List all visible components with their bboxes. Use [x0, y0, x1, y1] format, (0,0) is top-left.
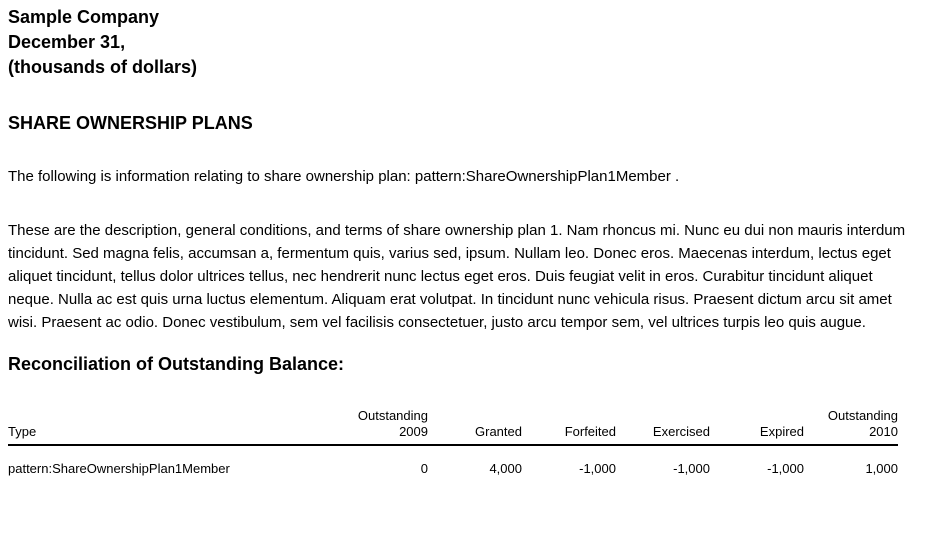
- table-header-row: [8, 408, 898, 445]
- column-header-type: Type: [8, 408, 334, 445]
- column-header-forfeited: Forfeited: [522, 408, 616, 445]
- reconciliation-heading: Reconciliation of Outstanding Balance:: [8, 354, 345, 374]
- column-header-outstanding-2009: [334, 408, 428, 445]
- intro-paragraph: The following is information relating to share ownership plan: pattern:ShareOwnershipPlan1Member .: [8, 168, 680, 185]
- table-row: [8, 445, 898, 477]
- column-header-outstanding-2010: [804, 408, 898, 445]
- report-units: (thousands of dollars): [8, 57, 197, 77]
- cell-exercised: -1,000: [673, 461, 710, 476]
- column-header-expired: Expired: [710, 408, 804, 445]
- reconciliation-table: [8, 408, 898, 477]
- report-header: [8, 5, 920, 80]
- cell-type: pattern:ShareOwnershipPlan1Member: [8, 461, 230, 476]
- description-paragraph: These are the description, general conditions, and terms of share ownership plan 1. Nam rhoncus mi. Nunc eu dui non mauris interdum tincidunt. Sed magna felis, accumsan a, fermentum quis, varius sed, ipsum. Nullam leo. Donec eros. Maecenas interdum, lectus eget aliquet tincidunt, tellus dolor ultrices tellus, nec hendrerit nunc lectus eget eros. Duis feugiat velit in eros. Curabitur tincidunt aliquet neque. Nulla ac est quis urna luctus elementum. Aliquam erat volutpat. In tincidunt nunc vehicula risus. Praesent dictum arcu sit amet wisi. Praesent ac odio. Donec vestibulum, sem vel facilisis consectetuer, justo arcu tempor sem, vel ultrices turpis leo quis augue.: [8, 222, 906, 331]
- cell-expired: -1,000: [767, 461, 804, 476]
- column-header-outstanding-2010-line1: Outstanding: [827, 408, 898, 423]
- cell-granted: 4,000: [489, 461, 522, 476]
- cell-outstanding-2009: 0: [420, 461, 428, 476]
- report-date: December 31,: [8, 32, 126, 52]
- column-header-outstanding-2010-line2: 2010: [869, 424, 898, 439]
- section-title-share-ownership-plans: SHARE OWNERSHIP PLANS: [8, 113, 253, 133]
- column-header-exercised: Exercised: [616, 408, 710, 445]
- column-header-outstanding-2009-line1: Outstanding: [357, 408, 428, 423]
- column-header-granted: Granted: [428, 408, 522, 445]
- cell-outstanding-2010: 1,000: [865, 461, 898, 476]
- cell-forfeited: -1,000: [579, 461, 616, 476]
- column-header-outstanding-2009-line2: 2009: [399, 424, 428, 439]
- company-name: Sample Company: [8, 7, 160, 27]
